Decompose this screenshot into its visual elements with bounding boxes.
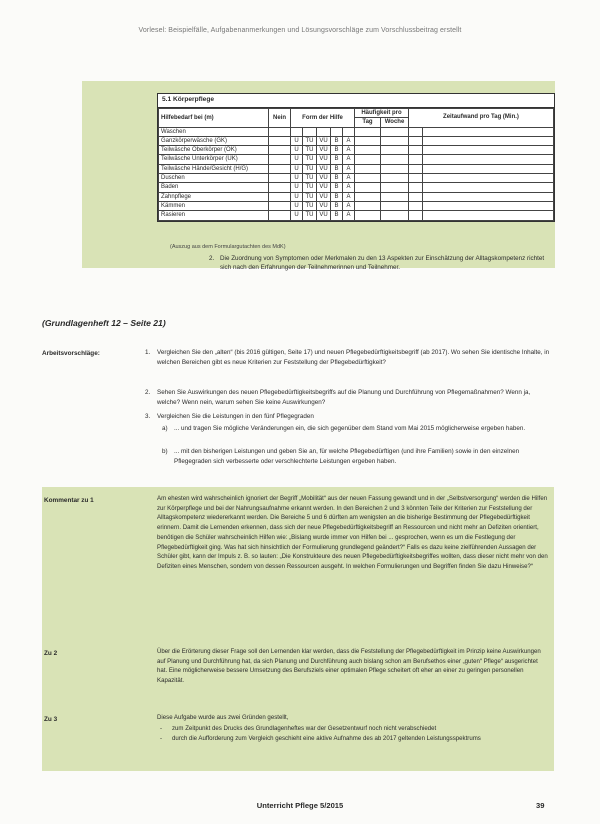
col-freq-header: Häufigkeit pro bbox=[355, 109, 409, 118]
time-cell bbox=[409, 201, 423, 210]
table-row bbox=[159, 164, 554, 173]
help-form-cell: U bbox=[291, 211, 303, 220]
help-form-cell: U bbox=[291, 136, 303, 145]
help-form-cell: B bbox=[331, 155, 343, 164]
bullet-text: durch die Aufforderung zum Vergleich geschieht eine aktive Aufnahme des ab 2017 geltenden Leistungsspektrums bbox=[172, 735, 481, 742]
table-source: (Auszug aus dem Formulargutachten des MdK) bbox=[170, 244, 286, 250]
bullet-dash: - bbox=[160, 725, 163, 732]
section-title: (Grundlagenheft 12 – Seite 21) bbox=[42, 318, 166, 328]
row-label: Teilwäsche Oberkörper (OK) bbox=[159, 146, 269, 155]
time-cell bbox=[409, 164, 423, 173]
row-label: Teilwäsche Hände/Gesicht (H/G) bbox=[159, 164, 269, 173]
note-2-number: 2. bbox=[209, 255, 215, 262]
task-text: Sehen Sie Auswirkungen des neuen Pflegebedürftigkeitsbegriffs auf die Planung und Durchführung von Pflegemaßnahmen? Wenn ja, welche? Wenn nein, warum sehen Sie keine Auswirkungen? bbox=[157, 389, 531, 406]
col-need-header: Hilfebedarf bei (m) bbox=[159, 109, 269, 128]
help-form-cell: A bbox=[343, 146, 355, 155]
task-text: Vergleichen Sie den „alten“ (bis 2016 gültigen, Seite 17) und neuen Pflegebedürftigkeitsbegriff (ab 2017). Wo sehen Sie identische Inhalte, in welchen Bereichen gibt es neue Kriterien zur Feststellung der Pflegebedürftigkeit? bbox=[157, 349, 550, 366]
time-cell bbox=[423, 136, 554, 145]
col-time-header: Zeitaufwand pro Tag (Min.) bbox=[409, 109, 554, 128]
help-form-cell: VÜ bbox=[317, 174, 331, 183]
frequency-cell bbox=[381, 211, 409, 220]
frequency-cell bbox=[381, 174, 409, 183]
help-form-cell: TÜ bbox=[303, 192, 317, 201]
bullet-text: zum Zeitpunkt des Drucks des Grundlagenheftes war der Gesetzentwurf noch nicht verabschiedet bbox=[172, 725, 437, 732]
frequency-cell bbox=[381, 183, 409, 192]
row-label: Teilwäsche Unterkörper (UK) bbox=[159, 155, 269, 164]
help-form-cell: TÜ bbox=[303, 155, 317, 164]
help-form-cell: TÜ bbox=[303, 136, 317, 145]
frequency-cell bbox=[355, 211, 381, 220]
help-form-cell: A bbox=[343, 211, 355, 220]
help-form-cell: B bbox=[331, 174, 343, 183]
kommentar-3-bullet bbox=[160, 724, 549, 734]
help-form-cell bbox=[343, 127, 355, 136]
task-subtext: ... mit den bisherigen Leistungen und geben Sie an, für welche Pflegebedürftigen (und ihre Familien) sowie in den einzelnen Pflegegraden sich verbesserte oder verschlechterte Leistungen ergeben haben. bbox=[174, 448, 520, 465]
table-row bbox=[159, 146, 554, 155]
nein-cell bbox=[269, 174, 291, 183]
time-cell bbox=[423, 127, 554, 136]
time-cell bbox=[423, 211, 554, 220]
time-cell bbox=[423, 174, 554, 183]
help-form-cell: A bbox=[343, 164, 355, 173]
frequency-cell bbox=[381, 155, 409, 164]
help-form-cell: B bbox=[331, 192, 343, 201]
kommentar-3-text: Diese Aufgabe wurde aus zwei Gründen gestellt, bbox=[157, 714, 289, 721]
frequency-cell bbox=[355, 201, 381, 210]
nein-cell bbox=[269, 201, 291, 210]
table-row bbox=[159, 211, 554, 220]
time-cell bbox=[409, 192, 423, 201]
kommentar-3-bullet bbox=[160, 734, 549, 744]
nein-cell bbox=[269, 155, 291, 164]
row-label: Baden bbox=[159, 183, 269, 192]
help-form-cell: U bbox=[291, 146, 303, 155]
table-row bbox=[159, 183, 554, 192]
row-label: Zahnpflege bbox=[159, 192, 269, 201]
table-row bbox=[159, 136, 554, 145]
frequency-cell bbox=[381, 146, 409, 155]
task-3a bbox=[162, 424, 550, 434]
help-form-cell: B bbox=[331, 211, 343, 220]
task-text: Vergleichen Sie die Leistungen in den fünf Pflegegraden bbox=[157, 413, 314, 420]
help-form-cell: TÜ bbox=[303, 164, 317, 173]
help-form-cell bbox=[303, 127, 317, 136]
time-cell bbox=[423, 183, 554, 192]
frequency-cell bbox=[381, 127, 409, 136]
time-cell bbox=[409, 211, 423, 220]
row-label: Ganzkörperwäsche (GK) bbox=[159, 136, 269, 145]
time-cell bbox=[423, 201, 554, 210]
task-subnumber: b) bbox=[162, 448, 168, 455]
help-form-cell: VÜ bbox=[317, 136, 331, 145]
kommentar-1-text: Am ehesten wird wahrscheinlich ignoriert der Begriff „Mobilität“ aus der neuen Fassung gewandt und in der „Selbstversorgung“ werden die Hilfen zur Körperpflege und bei der Nahrungsaufnahme erkannt werden. In den Bereichen 2 und 3 könnten Teile der Kriterien zur Feststellung der Alltagskompetenz wiedererkannt werden. Die Bereiche 5 und 6 dürften am wenigsten an die bisherige Bestimmung der Pflegebedürftigkeit erinnern. Damit die Lernenden erkennen, dass sich der neue Pflegebedürftigkeitsbegriff an Ressourcen und nicht mehr an Defiziten orientiert, benötigen die Schüler wahrscheinlich Hilfen wie: „Bislang wurde immer von Hilfen bei ... gesprochen, wenn es um die Festlegung der Pflegebedürftigkeit ging. Was hat sich hinsichtlich der Formulierung grundlegend geändert?“ Falls es dazu keine zielführenden Aussagen der Schüler gibt, kann der Impuls z. B. so lauten: „Die Konstrukteure des neuen Pflegebedürftigkeitsbegriffes wollten, dass dieser nicht mehr von den Defiziten eines Menschen, sondern von dessen Ressourcen ausgeht. In welchen Formulierungen und Begriffen finden Sie dazu Hinweise?“ bbox=[157, 495, 548, 570]
help-form-cell: A bbox=[343, 183, 355, 192]
frequency-cell bbox=[355, 174, 381, 183]
help-form-cell bbox=[331, 127, 343, 136]
help-form-cell: VÜ bbox=[317, 211, 331, 220]
table-row bbox=[159, 192, 554, 201]
frequency-cell bbox=[381, 201, 409, 210]
frequency-cell bbox=[355, 192, 381, 201]
table-row bbox=[159, 201, 554, 210]
help-form-cell: VÜ bbox=[317, 201, 331, 210]
time-cell bbox=[409, 146, 423, 155]
nein-cell bbox=[269, 192, 291, 201]
col-woche-header: Woche bbox=[381, 118, 409, 127]
nein-cell bbox=[269, 164, 291, 173]
task-3b bbox=[162, 447, 550, 466]
task-subnumber: a) bbox=[162, 425, 168, 432]
frequency-cell bbox=[355, 127, 381, 136]
note-2-text: Die Zuordnung von Symptomen oder Merkmalen zu den 13 Aspekten zur Einschätzung der Alltagskompetenz richtet sich nach den Erfahrungen der Teilnehmerinnen und Teilnehmer. bbox=[220, 255, 545, 271]
time-cell bbox=[423, 146, 554, 155]
task-number: 3. bbox=[145, 413, 151, 420]
frequency-cell bbox=[355, 155, 381, 164]
task-3 bbox=[145, 412, 550, 422]
help-form-cell: B bbox=[331, 164, 343, 173]
help-form-cell: B bbox=[331, 201, 343, 210]
task-2 bbox=[145, 388, 550, 407]
col-form-header: Form der Hilfe bbox=[291, 109, 355, 128]
row-label: Duschen bbox=[159, 174, 269, 183]
footer-title: Unterricht Pflege 5/2015 bbox=[256, 801, 344, 810]
help-form-cell: B bbox=[331, 183, 343, 192]
task-number: 2. bbox=[145, 389, 151, 396]
help-form-cell: VÜ bbox=[317, 155, 331, 164]
table-row bbox=[159, 127, 554, 136]
help-form-cell: U bbox=[291, 164, 303, 173]
col-nein-header: Nein bbox=[269, 109, 291, 128]
table-row bbox=[159, 174, 554, 183]
frequency-cell bbox=[381, 164, 409, 173]
nein-cell bbox=[269, 136, 291, 145]
help-form-cell: A bbox=[343, 192, 355, 201]
frequency-cell bbox=[355, 146, 381, 155]
help-form-cell: VÜ bbox=[317, 192, 331, 201]
task-subtext: ... und tragen Sie mögliche Veränderungen ein, die sich gegenüber dem Stand vom Mai 2015 möglicherweise ergeben haben. bbox=[174, 425, 526, 432]
help-form-cell: A bbox=[343, 155, 355, 164]
running-header: Vorlesel: Beispielfälle, Aufgabenanmerkungen und Lösungsvorschläge zum Vorschlussbeitrag erstellt bbox=[138, 27, 462, 34]
frequency-cell bbox=[355, 183, 381, 192]
help-form-cell: B bbox=[331, 136, 343, 145]
kommentar-1-label: Kommentar zu 1 bbox=[44, 497, 94, 504]
help-form-cell: B bbox=[331, 146, 343, 155]
bullet-dash: - bbox=[160, 735, 163, 742]
nein-cell bbox=[269, 211, 291, 220]
time-cell bbox=[409, 155, 423, 164]
time-cell bbox=[423, 155, 554, 164]
note-2 bbox=[209, 254, 553, 272]
help-form-cell: VÜ bbox=[317, 183, 331, 192]
help-form-cell: VÜ bbox=[317, 164, 331, 173]
help-form-cell: U bbox=[291, 192, 303, 201]
help-form-cell: TÜ bbox=[303, 183, 317, 192]
help-form-cell: U bbox=[291, 155, 303, 164]
task-number: 1. bbox=[145, 349, 151, 356]
help-form-cell: A bbox=[343, 174, 355, 183]
page-number: 39 bbox=[536, 801, 545, 810]
row-label: Kämmen bbox=[159, 201, 269, 210]
kommentar-2-label: Zu 2 bbox=[44, 650, 58, 657]
time-cell bbox=[409, 136, 423, 145]
help-form-cell: U bbox=[291, 183, 303, 192]
frequency-cell bbox=[381, 192, 409, 201]
help-form-cell: A bbox=[343, 136, 355, 145]
time-cell bbox=[409, 174, 423, 183]
nein-cell bbox=[269, 127, 291, 136]
help-form-cell: TÜ bbox=[303, 146, 317, 155]
time-cell bbox=[409, 127, 423, 136]
arbeitsvorschlaege-label: Arbeitsvorschläge: bbox=[42, 350, 100, 357]
row-label: Waschen bbox=[159, 127, 269, 136]
help-form-cell bbox=[317, 127, 331, 136]
frequency-cell bbox=[355, 164, 381, 173]
nein-cell bbox=[269, 183, 291, 192]
nein-cell bbox=[269, 146, 291, 155]
frequency-cell bbox=[381, 136, 409, 145]
help-form-cell: TÜ bbox=[303, 174, 317, 183]
help-form-cell: TÜ bbox=[303, 201, 317, 210]
time-cell bbox=[423, 192, 554, 201]
task-1 bbox=[145, 348, 550, 367]
kommentar-3-label: Zu 3 bbox=[44, 716, 58, 723]
row-label: Rasieren bbox=[159, 211, 269, 220]
help-form-cell bbox=[291, 127, 303, 136]
time-cell bbox=[409, 183, 423, 192]
help-form-cell: A bbox=[343, 201, 355, 210]
frequency-cell bbox=[355, 136, 381, 145]
time-cell bbox=[423, 164, 554, 173]
help-form-cell: U bbox=[291, 174, 303, 183]
col-tag-header: Tag bbox=[355, 118, 381, 127]
table-row bbox=[159, 155, 554, 164]
help-form-cell: VÜ bbox=[317, 146, 331, 155]
help-form-cell: U bbox=[291, 201, 303, 210]
koerperpflege-table bbox=[157, 93, 555, 222]
table-title: 5.1 Körperpflege bbox=[158, 94, 554, 108]
kommentar-2-text: Über die Erörterung dieser Frage soll den Lernenden klar werden, dass die Feststellung der Pflegebedürftigkeit im Prinzip keine Auswirkungen auf Planung und Durchführung hat, da sich Planung und Durchführung auch bislang schon am Berufsethos einer „guten“ Pflege“ ausgerichtet hat. Eine möglicherweise bessere Umsetzung des Berufsziels einer optimalen Pflege scheitert oft eher an einer zu geringen personellen Kapazität. bbox=[157, 648, 541, 685]
help-form-cell: TÜ bbox=[303, 211, 317, 220]
